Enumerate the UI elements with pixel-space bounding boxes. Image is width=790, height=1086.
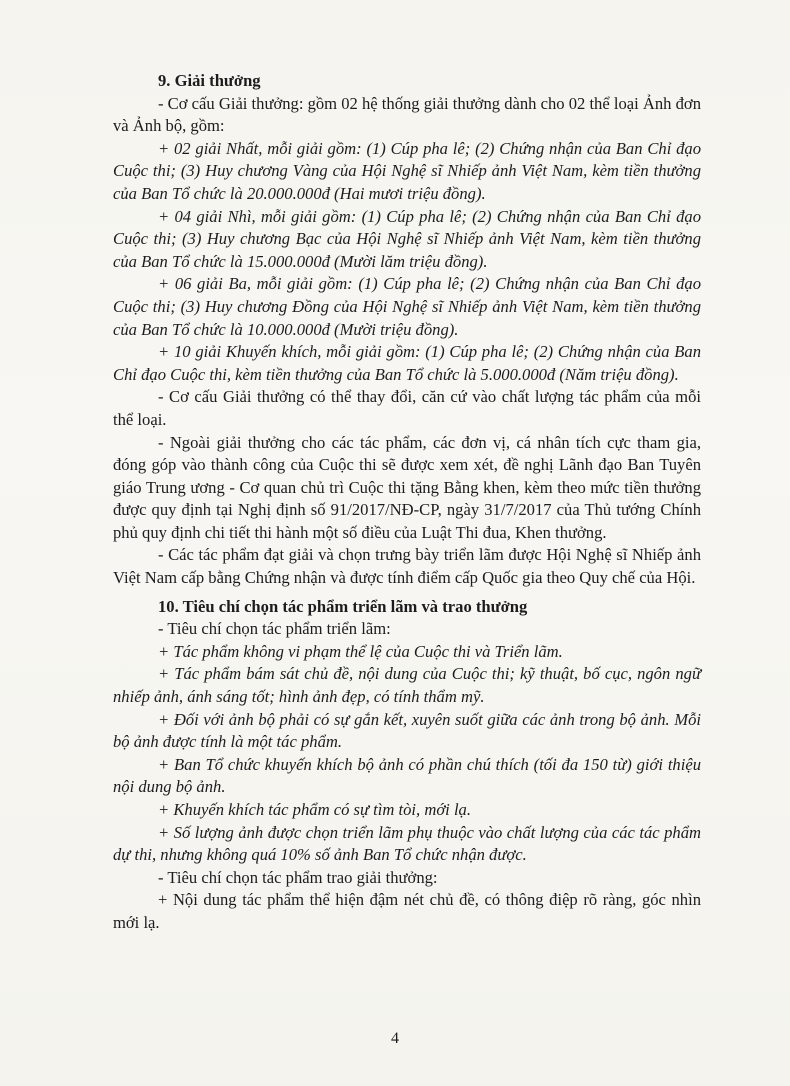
s9-prize-second: + 04 giải Nhì, mỗi giải gồm: (1) Cúp pha lê; (2) Chứng nhận của Ban Chỉ đạo Cuộc thi; (3) Huy chương Bạc của Hội Nghệ sĩ Nhiếp ảnh Việt Nam, kèm tiền thưởng của Ban Tổ chức là 15.000.000đ (Mười lăm triệu đồng). [113,206,701,271]
s10-criteria-exhibition: - Tiêu chí chọn tác phẩm triển lãm: [158,619,391,639]
s10-item-1: + Tác phẩm không vi phạm thể lệ của Cuộc thi và Triển lãm. [158,641,563,661]
s10-item-4: + Ban Tổ chức khuyến khích bộ ảnh có phần chú thích (tối đa 150 từ) giới thiệu nội dung bộ ảnh. [113,754,701,797]
s10-item-2: + Tác phẩm bám sát chủ đề, nội dung của Cuộc thi; kỹ thuật, bố cục, ngôn ngữ nhiếp ảnh, ánh sáng tốt; hình ảnh đẹp, có tính thẩm mỹ. [113,664,701,707]
s10-item-5: + Khuyến khích tác phẩm có sự tìm tòi, mới lạ. [158,800,471,819]
s9-prize-third: + 06 giải Ba, mỗi giải gồm: (1) Cúp pha lê; (2) Chứng nhận của Ban Chỉ đạo Cuộc thi; (3) Huy chương Đồng của Hội Nghệ sĩ Nhiếp ảnh Việt Nam, kèm tiền thưởng của Ban Tổ chức là 10.000.000đ (Mười triệu đồng). [113,274,701,339]
s10-item-6: + Số lượng ảnh được chọn triển lãm phụ thuộc vào chất lượng của các tác phẩm dự thi, nhưng không quá 10% số ảnh Ban Tổ chức nhận được. [113,822,701,865]
page-number: 4 [391,1030,399,1047]
s9-prize-encouragement: + 10 giải Khuyến khích, mỗi giải gồm: (1) Cúp pha lê; (2) Chứng nhận của Ban Chỉ đạo Cuộc thi, kèm tiền thưởng của Ban Tổ chức là 5.000.000đ (Năm triệu đồng). [113,342,701,384]
s9-paragraph-awards: - Ngoài giải thưởng cho các tác phẩm, các đơn vị, cá nhân tích cực tham gia, đóng góp vào thành công của Cuộc thi sẽ được xem xét, đề nghị Lãnh đạo Ban Tuyên giáo Trung ương - Cơ quan chủ trì Cuộc thi tặng Bằng khen, kèm theo mức tiền thưởng được quy định tại Nghị định số 91/2017/NĐ-CP, ngày 31/7/2017 của Thủ tướng Chính phủ quy định chi tiết thi hành một số điều của Luật Thi đua, Khen thưởng. [113,432,701,542]
s9-paragraph-structure: - Cơ cấu Giải thưởng có thể thay đổi, căn cứ vào chất lượng tác phẩm của mỗi thể loại. [113,387,701,429]
s9-paragraph-certificate: - Các tác phẩm đạt giải và chọn trưng bày triển lãm được Hội Nghệ sĩ Nhiếp ảnh Việt Nam cấp bằng Chứng nhận và được tính điểm cấp Quốc gia theo Quy chế của Hội. [113,545,701,588]
s9-paragraph-1: - Cơ cấu Giải thưởng: gồm 02 hệ thống giải thưởng dành cho 02 thể loại Ảnh đơn và Ảnh bộ, gồm: [113,93,701,136]
s9-prize-first: + 02 giải Nhất, mỗi giải gồm: (1) Cúp pha lê; (2) Chứng nhận của Ban Chỉ đạo Cuộc thi; (3) Huy chương Vàng của Hội Nghệ sĩ Nhiếp ảnh Việt Nam, kèm tiền thưởng của Ban Tổ chức là 20.000.000đ (Hai mươi triệu đồng). [113,138,701,203]
s10-item-7: + Nội dung tác phẩm thể hiện đậm nét chủ đề, có thông điệp rõ ràng, góc nhìn mới lạ. [113,890,701,932]
s10-item-3: + Đối với ảnh bộ phải có sự gắn kết, xuyên suốt giữa các ảnh trong bộ ảnh. Mỗi bộ ảnh được tính là một tác phẩm. [113,709,701,752]
s10-criteria-awards: - Tiêu chí chọn tác phẩm trao giải thưởng: [158,867,438,887]
page-content [113,70,701,935]
section-9-heading: 9. Giải thưởng [158,71,261,90]
section-10-heading: 10. Tiêu chí chọn tác phẩm triển lãm và trao thưởng [158,596,528,616]
